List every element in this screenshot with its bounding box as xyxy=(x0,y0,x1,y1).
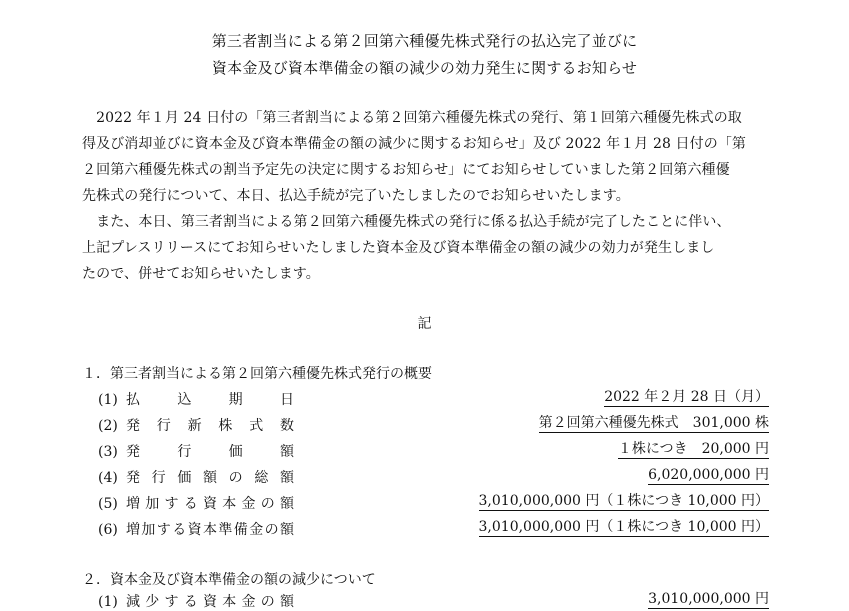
overview-row-label xyxy=(98,493,294,513)
paragraph-line: 先株式の発行について、本日、払込手続が完了いたしましたのでお知らせいたします。 xyxy=(82,188,630,204)
title-line-2: 資本金及び資本準備金の額の減少の効力発生に関するお知らせ xyxy=(211,59,638,77)
row-number: (3) xyxy=(98,444,118,460)
row-number: (1) xyxy=(98,594,118,610)
overview-row-value: 2022 年２月 28 日（月） xyxy=(604,389,769,405)
section-2-heading: ２．資本金及び資本準備金の額の減少について xyxy=(82,572,376,588)
overview-row-label xyxy=(98,519,294,539)
ki-marker: 記 xyxy=(417,316,432,332)
title-line-1: 第三者割当による第２回第六種優先株式発行の払込完了並びに xyxy=(211,32,638,50)
row-label-text: 発行価額 xyxy=(126,444,294,460)
row-label-text: 増加する資本金の額 xyxy=(126,496,294,512)
row-label-text: 発行価額の総額 xyxy=(126,470,294,486)
reduction-row-label xyxy=(98,591,294,611)
row-number: (5) xyxy=(98,496,118,512)
row-number: (1) xyxy=(98,392,118,408)
row-number: (6) xyxy=(98,522,118,538)
row-label-text: 減少する資本金の額 xyxy=(126,594,294,610)
paragraph-line: 上記プレスリリースにてお知らせいたしました資本金及び資本準備金の額の減少の効力が発生しまし xyxy=(82,240,715,256)
row-label-text: 増加する資本準備金の額 xyxy=(126,522,294,538)
row-label-text: 払込期日 xyxy=(126,392,294,408)
row-label-text: 発行新株式数 xyxy=(126,418,294,434)
reduction-row-value: 3,010,000,000 円 xyxy=(648,591,769,607)
paragraph-line: ２回第六種優先株式の割当予定先の決定に関するお知らせ」にてお知らせしていました第２回第六種優 xyxy=(82,162,730,178)
row-number: (4) xyxy=(98,470,118,486)
section-1-heading: １．第三者割当による第２回第六種優先株式発行の概要 xyxy=(82,366,432,382)
overview-row-label xyxy=(98,415,294,435)
overview-row-value: 6,020,000,000 円 xyxy=(648,467,769,483)
paragraph-line: また、本日、第三者割当による第２回第六種優先株式の発行に係る払込手続が完了したことに伴い、 xyxy=(82,214,731,230)
paragraph-line: 2022 年１月 24 日付の「第三者割当による第２回第六種優先株式の発行、第１回第六種優先株式の取 xyxy=(82,110,742,126)
overview-row-value: 3,010,000,000 円（１株につき 10,000 円） xyxy=(478,519,769,535)
overview-row-label xyxy=(98,389,294,409)
paragraph-line: たので、併せてお知らせいたします。 xyxy=(82,266,320,282)
row-number: (2) xyxy=(98,418,118,434)
paragraph-line: 得及び消却並びに資本金及び資本準備金の額の減少に関するお知らせ」及び 2022 年１月 28 日付の「第 xyxy=(82,136,747,152)
overview-row-value: 第２回第六種優先株式 301,000 株 xyxy=(538,415,769,431)
overview-row-value: 3,010,000,000 円（１株につき 10,000 円） xyxy=(478,493,769,509)
overview-row-label xyxy=(98,441,294,461)
overview-row-label xyxy=(98,467,294,487)
overview-row-value: １株につき 20,000 円 xyxy=(617,441,769,457)
